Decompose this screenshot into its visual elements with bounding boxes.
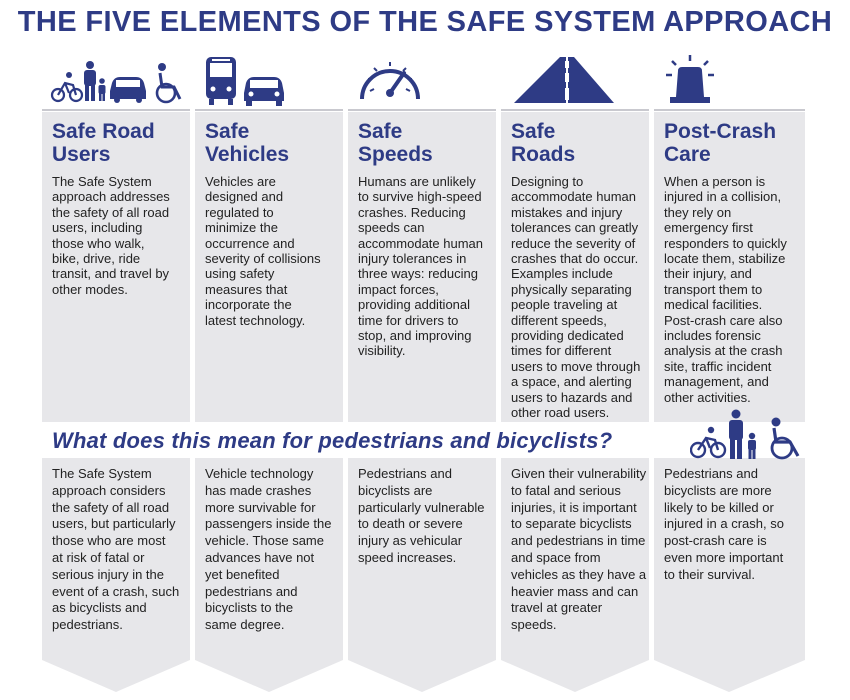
- column-pedestrian-text: Vehicle technology has made crashes more survivable for passengers inside the vehicle. Those same advances have not yet benefited pedestrians and bicyclists to the same degree.: [205, 466, 332, 633]
- column-body: When a person is injured in a collision, they rely on emergency first responders to quickly locate them, stabilize their injury, and transport them to medical facilities. Post-crash care also includes forensic analysis at the crash site, traffic incident management, and other activities.: [664, 174, 787, 405]
- column-title: Safe Road Users: [52, 120, 155, 166]
- column-title: Safe Roads: [511, 120, 576, 166]
- column-pedestrian-text: The Safe System approach considers the safety of all road users, but particularly those who are most at risk of fatal or serious injury in the event of a crash, such as bicyclists and pedestrians.: [52, 466, 180, 633]
- pedestrians-cyclists-icon: [690, 408, 810, 462]
- column-body: Vehicles are designed and regulated to minimize the occurrence and severity of collisions using safety measures that incorporate the latest technology.: [205, 174, 321, 328]
- column-body: The Safe System approach addresses the safety of all road users, including those who walk, bike, drive, ride transit, and travel by other modes.: [52, 174, 170, 297]
- column-pedestrian-text: Given their vulnerability to fatal and serious injuries, it is important to separate bicyclists and pedestrians in time and space from vehicles as they have a heavier mass and can travel at greater speeds.: [511, 466, 647, 633]
- column-pedestrian-text: Pedestrians and bicyclists are particularly vulnerable to death or severe injury as vehicular speed increases.: [358, 466, 485, 565]
- page-title: THE FIVE ELEMENTS OF THE SAFE SYSTEM APPROACH: [17, 6, 833, 38]
- emergency-light-icon: [662, 52, 732, 110]
- speedometer-icon: [356, 52, 426, 110]
- column-title: Post-Crash Care: [664, 120, 777, 166]
- column-title: Safe Speeds: [358, 120, 433, 166]
- vehicles-icon: [202, 52, 338, 110]
- road-icon: [510, 52, 620, 110]
- section-heading: What does this mean for pedestrians and bicyclists?: [52, 428, 613, 453]
- column-title: Safe Vehicles: [205, 120, 290, 166]
- column-pedestrian-text: Pedestrians and bicyclists are more likely to be killed or injured in a crash, so post-crash care is even more important to their survival.: [664, 466, 784, 582]
- road-users-icon: [50, 52, 186, 110]
- column-body: Humans are unlikely to survive high-speed crashes. Reducing speeds can accommodate human injury tolerances in three ways: reducing impact forces, providing additional time for drivers to stop, and improving visibility.: [358, 174, 484, 359]
- column-body: Designing to accommodate human mistakes and injury tolerances can greatly reduce the severity of crashes that do occur. Examples include physically separating people traveling at different speeds, providing dedicated times for different users to move through a space, and alerting users to hazards and other road users.: [511, 174, 641, 421]
